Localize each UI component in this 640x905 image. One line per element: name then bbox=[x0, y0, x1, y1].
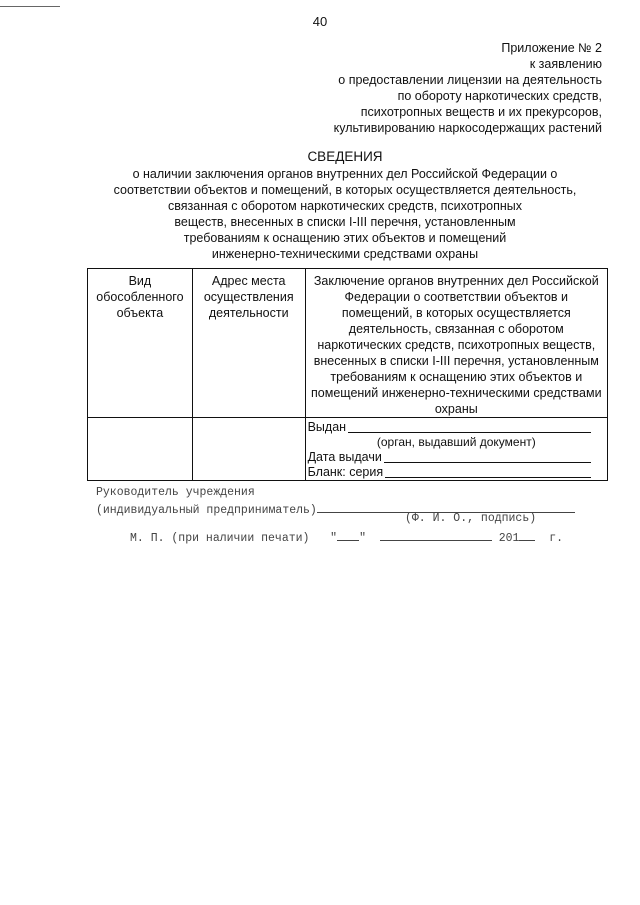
header-text: Федерации о соответствии объектов и bbox=[344, 290, 569, 304]
appendix-line: к заявлению bbox=[529, 57, 602, 71]
issued-underline bbox=[348, 420, 591, 433]
subtitle-line: о наличии заключения органов внутренних дел Российской Федерации о bbox=[132, 167, 558, 181]
stamp-label: М. П. (при наличии печати) bbox=[130, 532, 310, 545]
subtitle-line: требованиям к оснащению этих объектов и помещений bbox=[183, 231, 507, 245]
header-text: осуществления bbox=[203, 290, 294, 304]
cell-address[interactable] bbox=[192, 418, 305, 481]
header-text: помещений инженерно-техническими средствами bbox=[311, 386, 602, 400]
header-text: обособленного bbox=[96, 290, 184, 304]
signature-caption: (Ф. И. О., подпись) bbox=[405, 512, 537, 525]
stamp-date-row bbox=[130, 530, 563, 545]
issue-date-field[interactable] bbox=[308, 450, 605, 465]
issue-date-label: Дата выдачи bbox=[307, 450, 382, 464]
header-text: помещений, в которых осуществляется bbox=[341, 306, 571, 320]
header-text: наркотических средств, психотропных веществ, bbox=[317, 338, 596, 352]
document-title: СВЕДЕНИЯ bbox=[307, 149, 383, 164]
header-text: деятельность, связанная с оборотом bbox=[348, 322, 564, 336]
issued-label: Выдан bbox=[307, 420, 347, 434]
cell-conclusion bbox=[305, 418, 607, 481]
header-text: требованиям к оснащению этих объектов и bbox=[330, 370, 583, 384]
table-row bbox=[88, 418, 608, 481]
year-suffix: г. bbox=[549, 532, 564, 545]
header-text: Вид bbox=[128, 274, 152, 288]
form-series-underline bbox=[385, 465, 591, 478]
signatory-title: Руководитель учреждения bbox=[96, 486, 255, 499]
issued-field[interactable] bbox=[308, 420, 605, 435]
appendix-heading bbox=[334, 40, 602, 136]
quote-close: " bbox=[359, 532, 366, 545]
signatory-role: (индивидуальный предприниматель) bbox=[96, 504, 317, 517]
subtitle-line: инженерно-техническими средствами охраны bbox=[211, 247, 479, 261]
month-blank[interactable] bbox=[380, 530, 492, 541]
header-address bbox=[192, 269, 305, 418]
form-series-field[interactable] bbox=[308, 465, 605, 480]
header-text: внесенных в списки I-III перечня, установленным bbox=[313, 354, 599, 368]
header-object-type bbox=[88, 269, 193, 418]
subtitle-line: связанная с оборотом наркотических средств, психотропных bbox=[168, 199, 522, 213]
header-text: охраны bbox=[434, 402, 478, 416]
page-number: 40 bbox=[312, 14, 328, 29]
document-subtitle bbox=[60, 166, 630, 262]
information-table bbox=[87, 268, 608, 481]
header-text: Адрес места bbox=[211, 274, 286, 288]
appendix-line: по обороту наркотических средств, bbox=[397, 89, 602, 103]
table-header-row bbox=[88, 269, 608, 418]
year-prefix: 201 bbox=[498, 532, 520, 545]
day-blank[interactable] bbox=[337, 530, 359, 541]
header-text: Заключение органов внутренних дел Российской bbox=[313, 274, 599, 288]
form-series-label: Бланк: серия bbox=[307, 465, 384, 479]
quote-open: " bbox=[330, 532, 338, 545]
header-text: объекта bbox=[116, 306, 164, 320]
year-blank[interactable] bbox=[519, 530, 535, 541]
appendix-line: Приложение № 2 bbox=[501, 41, 602, 55]
scan-edge-mark bbox=[0, 6, 60, 7]
issued-caption: (орган, выдавший документ) bbox=[376, 435, 536, 449]
cell-object-type[interactable] bbox=[88, 418, 193, 481]
appendix-line: культивированию наркосодержащих растений bbox=[333, 121, 602, 135]
header-conclusion bbox=[305, 269, 607, 418]
issue-date-underline bbox=[384, 450, 591, 463]
appendix-line: о предоставлении лицензии на деятельность bbox=[338, 73, 602, 87]
header-text: деятельности bbox=[208, 306, 289, 320]
subtitle-line: веществ, внесенных в списки I-III перечня, установленным bbox=[174, 215, 516, 229]
subtitle-line: соответствии объектов и помещений, в которых осуществляется деятельность, bbox=[113, 183, 577, 197]
appendix-line: психотропных веществ и их прекурсоров, bbox=[360, 105, 602, 119]
